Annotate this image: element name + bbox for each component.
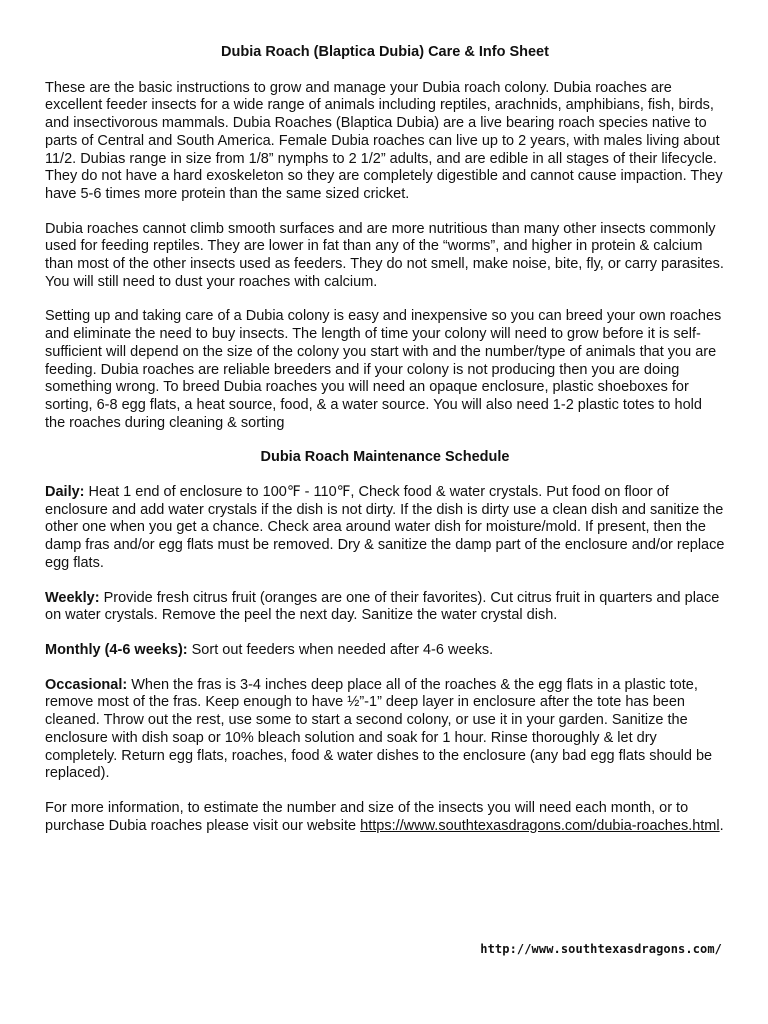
schedule-label-weekly: Weekly: [45, 589, 100, 606]
schedule-text-weekly: Provide fresh citrus fruit (oranges are one of their favorites). Cut citrus fruit in quarters and place on water crystals. Remove the peel the next day. Sanitize the water crystal dish. [45, 589, 720, 624]
schedule-item-weekly [45, 590, 725, 625]
footer-url: http://www.southtexasdragons.com/ [480, 942, 722, 956]
schedule-label-daily: Daily: [45, 484, 85, 501]
schedule-heading: Dubia Roach Maintenance Schedule [260, 449, 510, 466]
schedule-item-monthly [45, 642, 725, 660]
closing-text: For more information, to estimate the number and size of the insects you will need each month, or to purchase Dubia roaches please visit our website [45, 799, 689, 834]
document-title: Dubia Roach (Blaptica Dubia) Care & Info Sheet [221, 44, 549, 60]
intro-paragraph-3: Setting up and taking care of a Dubia colony is easy and inexpensive so you can breed your own roaches and eliminate the need to buy insects. The length of time your colony will need to grow before it is self-sufficient will depend on the size of the colony you start with and the number/type of animals that you are feeding. Dubia roaches are reliable breeders and if your colony is not producing then you are doing something wrong. To breed Dubia roaches you will need an opaque enclosure, plastic shoeboxes for sorting, 6-8 egg flats, a heat source, food, & a water source. You will also need 1-2 plastic totes to hold the roaches during cleaning & sorting [45, 308, 722, 431]
schedule-text-occasional: When the fras is 3-4 inches deep place all of the roaches & the egg flats in a plastic tote, remove most of the fras. Keep enough to have ½”-1” deep layer in enclosure after the tote has been cleaned. Throw out the rest, use some to start a second colony, or use it in your garden. Sanitize the enclosure with dish soap or 10% bleach solution and soak for 1 hour. Rinse thoroughly & let dry completely. Return egg flats, roaches, food & water dishes to the enclosure (any bad egg flats should be replaced). [45, 676, 713, 782]
schedule-item-occasional [45, 677, 725, 783]
document-page [45, 44, 725, 852]
schedule-text-monthly: Sort out feeders when needed after 4-6 weeks. [187, 641, 494, 658]
closing-period: . [719, 817, 724, 834]
schedule-item-daily [45, 484, 725, 573]
closing-paragraph [45, 800, 725, 835]
intro-paragraph-2: Dubia roaches cannot climb smooth surfaces and are more nutritious than many other insects commonly used for feeding reptiles. They are lower in fat than any of the “worms”, and higher in protein & calcium than most of the other insects used as feeders. They do not smell, make noise, bite, fly, or carry parasites. You will still need to dust your roaches with calcium. [45, 220, 724, 290]
schedule-label-occasional: Occasional: [45, 676, 128, 693]
intro-paragraph-1: These are the basic instructions to grow and manage your Dubia roach colony. Dubia roaches are excellent feeder insects for a wide range of animals including reptiles, arachnids, amphibians, fish, birds, and insectivorous mammals. Dubia Roaches (Blaptica Dubia) are a live bearing roach species native to parts of Central and South America. Female Dubia roaches can live up to 2 years, with males living about 11/2. Dubias range in size from 1/8” nymphs to 2 1/2” adults, and are edible in all stages of their lifecycle. They do not have a hard exoskeleton so they are completely digestible and cannot cause impaction. They have 5-6 times more protein than the same sized cricket. [45, 79, 723, 202]
schedule-label-monthly: Monthly (4-6 weeks): [45, 641, 188, 658]
schedule-text-daily: Heat 1 end of enclosure to 100℉ - 110℉, Check food & water crystals. Put food on floor of enclosure and add water crystals if the dish is not dirty. If the dish is dirty use a clean dish and sanitize the other one when you get a chance. Check area around water dish for moisture/mold. If present, then the damp fras and/or egg flats must be removed. Dry & sanitize the damp part of the enclosure and/or replace egg flats. [45, 484, 725, 571]
dubia-roaches-link[interactable]: https://www.southtexasdragons.com/dubia-roaches.html [360, 817, 720, 834]
